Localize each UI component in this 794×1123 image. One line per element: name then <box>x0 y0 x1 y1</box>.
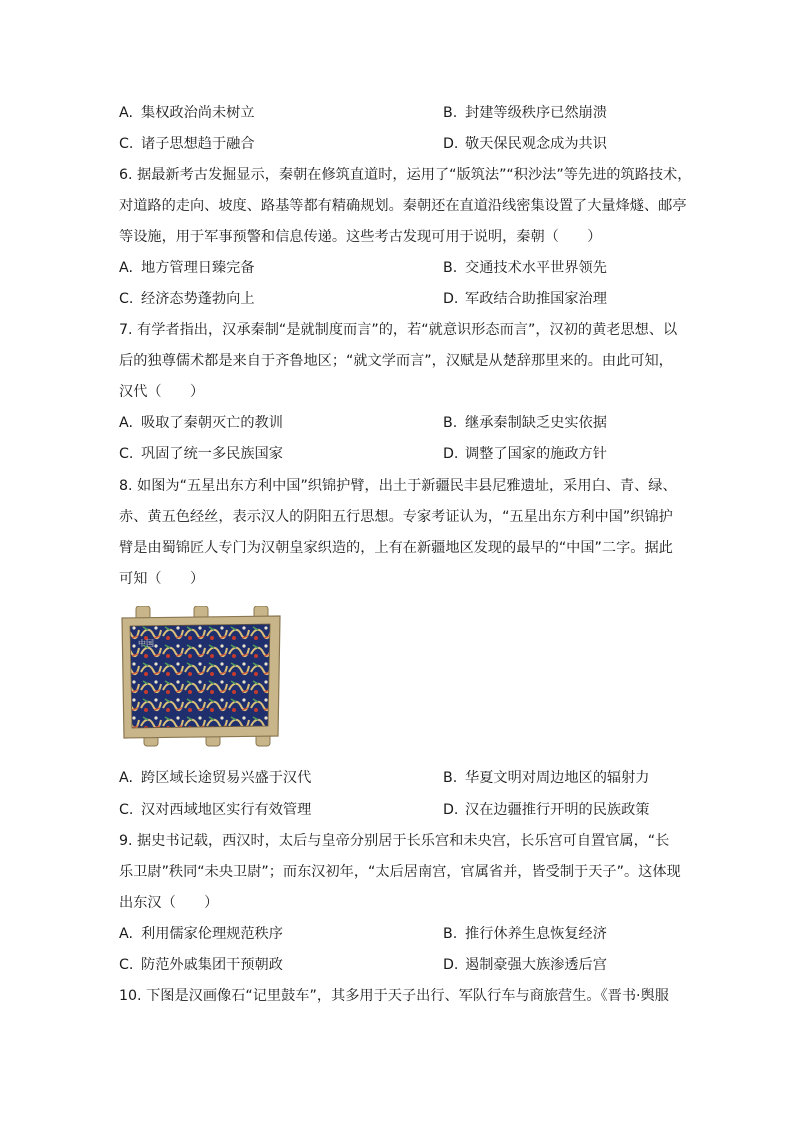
q6-stem-line-1: 6. 据最新考古发掘显示，秦朝在修筑直道时，运用了“版筑法”“积沙法”等先进的筑路技术， <box>119 167 692 183</box>
q7-stem-line-1: 7. 有学者指出，汉承秦制“是就制度而言”的，若“就意识形态而言”，汉初的黄老思想、以 <box>119 322 678 338</box>
q9-stem-line-2: 乐卫尉”秩同“未央卫尉”；而东汉初年，“太后居南宫，官属省并，皆受制于天子”。这体现 <box>119 864 681 880</box>
q9-stem-line-1: 9. 据史书记载，西汉时，太后与皇帝分别居于长乐宫和未央宫，长乐宫可自置官属，“长 <box>119 833 670 849</box>
q7-option-c[interactable]: C. 巩固了统一多民族国家 <box>119 446 283 462</box>
brocade-armguard-image <box>118 606 284 748</box>
q8-option-a[interactable]: A. 跨区域长途贸易兴盛于汉代 <box>119 770 312 786</box>
brocade-inscription: 中国 <box>138 639 154 648</box>
q6-option-d[interactable]: D. 军政结合助推国家治理 <box>443 291 607 307</box>
q7-stem-line-2: 后的独尊儒术都是来自于齐鲁地区；“就文学而言”，汉赋是从楚辞那里来的。由此可知， <box>119 353 673 369</box>
q6-option-a[interactable]: A. 地方管理日臻完备 <box>119 260 255 276</box>
q7-option-a[interactable]: A. 吸取了秦朝灭亡的教训 <box>119 415 283 431</box>
q5-option-b[interactable]: B. 封建等级秩序已然崩溃 <box>443 105 607 121</box>
q8-option-c[interactable]: C. 汉对西域地区实行有效管理 <box>119 802 312 818</box>
q6-option-b[interactable]: B. 交通技术水平世界领先 <box>443 260 607 276</box>
q7-option-d[interactable]: D. 调整了国家的施政方针 <box>443 446 607 462</box>
q7-stem-line-3: 汉代（ ） <box>119 384 205 400</box>
q8-option-b[interactable]: B. 华夏文明对周边地区的辐射力 <box>443 770 650 786</box>
q8-stem-line-1: 8. 如图为“五星出东方利中国”织锦护臂，出土于新疆民丰县尼雅遗址，采用白、青、绿、 <box>119 478 677 494</box>
q8-stem-line-4: 可知（ ） <box>119 571 205 587</box>
q9-option-d[interactable]: D. 遏制豪强大族渗透后宫 <box>443 957 607 973</box>
q6-stem-line-2: 对道路的走向、坡度、路基等都有精确规划。秦朝还在直道沿线密集设置了大量烽燧、邮亭 <box>119 198 687 214</box>
q9-option-c[interactable]: C. 防范外戚集团干预朝政 <box>119 957 283 973</box>
q8-option-d[interactable]: D. 汉在边疆推行开明的民族政策 <box>443 802 650 818</box>
q9-option-a[interactable]: A. 利用儒家伦理规范秩序 <box>119 926 283 942</box>
q9-option-b[interactable]: B. 推行休养生息恢复经济 <box>443 926 607 942</box>
q5-option-c[interactable]: C. 诸子思想趋于融合 <box>119 136 255 152</box>
q6-option-c[interactable]: C. 经济态势蓬勃向上 <box>119 291 255 307</box>
q7-option-b[interactable]: B. 继承秦制缺乏史实依据 <box>443 415 607 431</box>
q10-stem-line-1: 10. 下图是汉画像石“记里鼓车”，其多用于天子出行、军队行车与商旅营生。《晋书·舆服 <box>119 988 669 1004</box>
q6-stem-line-3: 等设施，用于军事预警和信息传递。这些考古发现可用于说明，秦朝（ ） <box>119 229 602 245</box>
q9-stem-line-3: 出东汉（ ） <box>119 895 219 911</box>
q5-option-d[interactable]: D. 敬天保民观念成为共识 <box>443 136 607 152</box>
q8-stem-line-3: 臂是由蜀锦匠人专门为汉朝皇家织造的，上有在新疆地区发现的最早的“中国”二字。据此 <box>119 540 673 556</box>
q8-stem-line-2: 赤、黄五色经丝，表示汉人的阴阳五行思想。专家考证认为，“五星出东方利中国”织锦护 <box>119 509 673 525</box>
q5-option-a[interactable]: A. 集权政治尚未树立 <box>119 105 255 121</box>
